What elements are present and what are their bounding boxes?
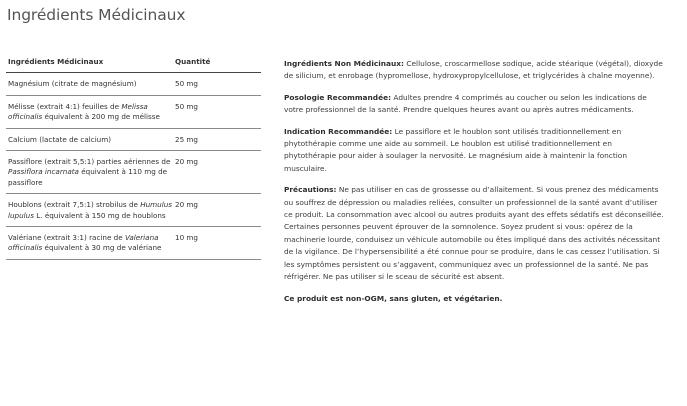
table-header-row <box>6 55 261 73</box>
ingredient-cell: Passiflore (extrait 5,5:1) parties aériennes de Passiflora incarnata équivalent à 110 mg de passiflore <box>6 151 175 194</box>
quantity-cell: 50 mg <box>175 73 261 95</box>
table-row <box>6 128 261 150</box>
section-text: Ne pas utiliser en cas de grossesse ou d’allaitement. Si vous prenez des médicaments ou souffrez de dépression ou maladies reliées, consulter un professionnel de la santé avant d’utiliser ce produit. La consommation avec alcool ou autres produits ayant des effets sédatifs est déconseillée. Certaines personnes peuvent éprouver de la somnolence. Soyez prudent si vous: opérez de la machinerie lourde, conduisez un véhicule automobile ou êtes impliqué dans des activités nécessitant de la vigilance. De l’hypersensibilité a été connue pour se produire, dans le cas cessez l’utilisation. Si les symptômes persistent ou s’aggavent, communiquez avec un professionnel de la santé. Ne pas réfrigérer. Ne pas utiliser si le sceau de sécurité est absent. <box>284 185 664 282</box>
ingredient-cell: Magnésium (citrate de magnésium) <box>6 73 175 95</box>
table-row <box>6 227 261 260</box>
non-medicinal-ingredients-section <box>284 58 666 83</box>
dosage-section <box>284 92 666 117</box>
precautions-section <box>284 184 666 283</box>
column-header-ingredient: Ingrédients Médicinaux <box>6 55 175 73</box>
product-statement: Ce produit est non-OGM, sans gluten, et végétarien. <box>284 293 503 303</box>
quantity-cell: 10 mg <box>175 227 261 260</box>
column-header-quantity: Quantité <box>175 55 261 73</box>
ingredient-cell: Calcium (lactate de calcium) <box>6 128 175 150</box>
section-text: Le passiflore et le houblon sont utilisés traditionnellement en phytothérapie comme une aide au sommeil. Le houblon est utilisé traditionnellement en phytothérapie pour aider à soulager la nervosité. Le magnésium aide à maintenir la fonction musculaire. <box>284 126 628 173</box>
ingredient-cell: Houblons (extrait 7,5:1) strobilus de Humulus lupulus L. équivalent à 150 mg de houblons <box>6 194 175 227</box>
section-text: Adultes prendre 4 comprimés au coucher ou selon les indications de votre professionnel de la santé. Prendre quelques heures avant ou après autres médicaments. <box>284 92 647 115</box>
page-title: Ingrédients Médicinaux <box>7 6 186 24</box>
ingredient-cell: Valériane (extrait 3:1) racine de Valeriana officinalis équivalent à 30 mg de valériane <box>6 227 175 260</box>
quantity-cell: 50 mg <box>175 95 261 128</box>
table-row <box>6 73 261 95</box>
table-row <box>6 194 261 227</box>
quantity-cell: 25 mg <box>175 128 261 150</box>
quantity-cell: 20 mg <box>175 194 261 227</box>
section-label: Précautions: <box>284 185 337 195</box>
section-label: Ingrédients Non Médicinaux: <box>284 59 404 68</box>
quantity-cell: 20 mg <box>175 151 261 194</box>
ingredient-cell: Mélisse (extrait 4:1) feuilles de Melissa officinalis équivalent à 200 mg de mélisse <box>6 95 175 128</box>
section-label: Posologie Recommandée: <box>284 92 392 102</box>
medicinal-ingredients-table <box>6 55 261 260</box>
table-row <box>6 151 261 194</box>
indication-section <box>284 126 666 176</box>
table-row <box>6 95 261 128</box>
section-label: Indication Recommandée: <box>284 126 393 136</box>
product-info-column <box>284 58 666 314</box>
section-text: Cellulose, croscarmellose sodique, acide stéarique (végétal), dioxyde de silicium, et enrobage (hypromellose, hydroxypropylcellulose, et triglycérides à chaîne moyenne). <box>284 59 663 81</box>
